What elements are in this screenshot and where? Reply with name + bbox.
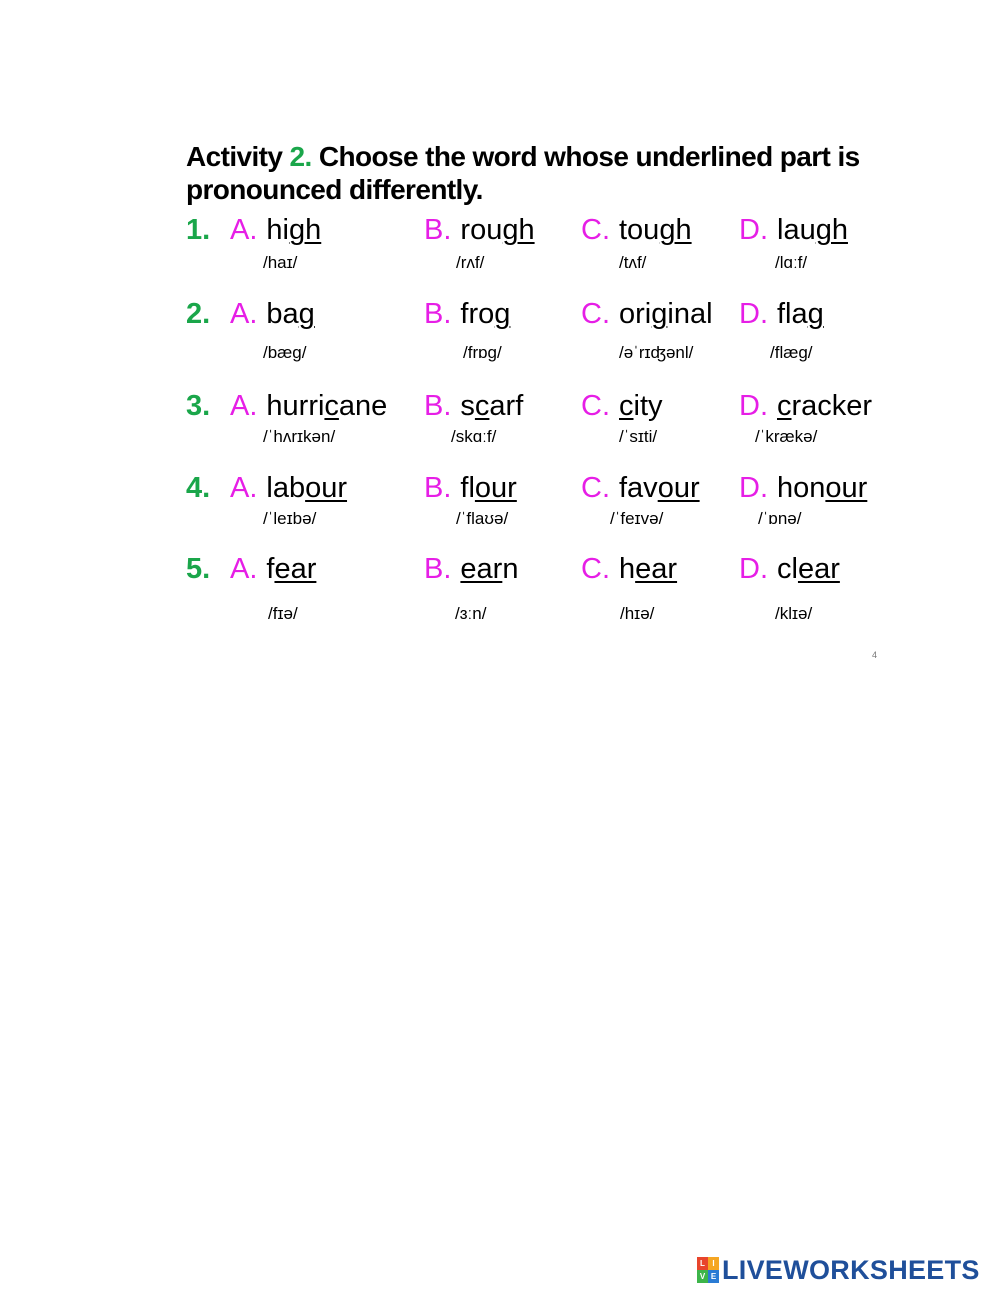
option-word: hear <box>619 553 678 585</box>
underlined-part: g <box>651 298 668 330</box>
option-word: labour <box>266 472 348 504</box>
ipa-3b: /skɑːf/ <box>451 427 497 446</box>
question-number: 2. <box>186 298 211 330</box>
option-letter: A. <box>230 390 258 422</box>
ipa-4d: /ˈɒnə/ <box>758 509 802 528</box>
underlined-part: ear <box>460 553 503 585</box>
question-number: 3. <box>186 390 211 422</box>
ipa-5a: /fɪə/ <box>268 604 298 623</box>
underlined-part: c <box>619 390 634 422</box>
question-5 <box>0 552 1000 632</box>
ipa-1b: /rʌf/ <box>456 253 485 272</box>
option-word: high <box>266 214 322 246</box>
option-word: laugh <box>777 214 848 246</box>
option-word: frog <box>460 298 511 330</box>
liveworksheets-brand[interactable] <box>697 1255 980 1285</box>
underlined-part: c <box>474 390 490 422</box>
ipa-3c: /ˈsɪti/ <box>619 427 658 446</box>
option-word: favour <box>619 472 700 504</box>
underlined-part: g <box>298 298 315 330</box>
option-letter: D. <box>739 298 768 330</box>
option-word: bag <box>266 298 315 330</box>
option-word: honour <box>777 472 868 504</box>
option-word: hurricane <box>266 390 388 422</box>
title-prefix: Activity <box>186 141 290 172</box>
ipa-2b: /frɒg/ <box>463 343 502 362</box>
option-letter: C. <box>581 390 610 422</box>
option-letter: C. <box>581 298 610 330</box>
option-letter: A. <box>230 472 258 504</box>
ipa-4b: /ˈflaʊə/ <box>456 509 509 528</box>
option-word: flour <box>460 472 517 504</box>
option-letter: D. <box>739 472 768 504</box>
underlined-part: gh <box>502 214 535 246</box>
option-letter: B. <box>424 472 452 504</box>
underlined-part: ear <box>635 553 678 585</box>
underlined-part: our <box>825 472 868 504</box>
option-2b[interactable] <box>424 297 510 331</box>
liveworksheets-logo-icon: L I V E <box>697 1257 719 1283</box>
option-3d[interactable] <box>739 389 872 423</box>
ipa-1a: /haɪ/ <box>263 253 298 272</box>
option-5c[interactable] <box>581 552 677 586</box>
option-letter: C. <box>581 553 610 585</box>
underlined-part: our <box>474 472 517 504</box>
page-number: 4 <box>872 650 878 660</box>
question-4 <box>0 471 1000 551</box>
underlined-part: gh <box>815 214 848 246</box>
option-word: fear <box>266 553 317 585</box>
option-letter: B. <box>424 390 452 422</box>
option-3c[interactable] <box>581 389 663 423</box>
option-letter: C. <box>581 214 610 246</box>
option-4c[interactable] <box>581 471 700 505</box>
ipa-4a: /ˈleɪbə/ <box>263 509 317 528</box>
option-2c[interactable] <box>581 297 713 331</box>
question-number: 1. <box>186 214 211 246</box>
option-1b[interactable] <box>424 213 535 247</box>
activity-number: 2. <box>289 141 312 172</box>
option-letter: A. <box>230 553 258 585</box>
option-2a[interactable] <box>230 297 315 331</box>
option-letter: D. <box>739 390 768 422</box>
option-4d[interactable] <box>739 471 867 505</box>
option-4b[interactable] <box>424 471 517 505</box>
option-word: city <box>619 390 663 422</box>
ipa-5d: /klɪə/ <box>775 604 813 623</box>
brand-name: LIVEWORKSHEETS <box>722 1254 980 1285</box>
option-3b[interactable] <box>424 389 523 423</box>
underlined-part: ear <box>274 553 317 585</box>
underlined-part: gh <box>659 214 692 246</box>
underlined-part: c <box>324 390 339 422</box>
ipa-1c: /tʌf/ <box>619 253 647 272</box>
underlined-part: c <box>777 390 792 422</box>
ipa-1d: /lɑːf/ <box>775 253 808 272</box>
option-word: earn <box>460 553 519 585</box>
underlined-part: ear <box>797 553 840 585</box>
activity-title <box>186 140 906 206</box>
underlined-part: g <box>807 298 824 330</box>
option-1d[interactable] <box>739 213 848 247</box>
ipa-4c: /ˈfeɪvə/ <box>610 509 664 528</box>
option-5b[interactable] <box>424 552 518 586</box>
option-5d[interactable] <box>739 552 840 586</box>
option-word: clear <box>777 553 840 585</box>
underlined-part: our <box>305 472 348 504</box>
ipa-5b: /ɜːn/ <box>455 604 487 623</box>
option-word: flag <box>777 298 824 330</box>
ipa-3d: /ˈkrækə/ <box>755 427 818 446</box>
option-letter: D. <box>739 214 768 246</box>
underlined-part: gh <box>288 214 322 246</box>
option-2d[interactable] <box>739 297 824 331</box>
ipa-5c: /hɪə/ <box>620 604 655 623</box>
option-letter: B. <box>424 553 452 585</box>
option-word: cracker <box>777 390 873 422</box>
option-word: rough <box>460 214 535 246</box>
option-1c[interactable] <box>581 213 692 247</box>
option-4a[interactable] <box>230 471 347 505</box>
ipa-2c: /əˈrɪʤənl/ <box>619 343 694 362</box>
option-3a[interactable] <box>230 389 387 423</box>
option-5a[interactable] <box>230 552 316 586</box>
question-2 <box>0 297 1000 377</box>
option-letter: B. <box>424 214 452 246</box>
ipa-3a: /ˈhʌrɪkən/ <box>263 427 336 446</box>
option-word: tough <box>619 214 692 246</box>
question-1 <box>0 213 1000 293</box>
ipa-2a: /bæg/ <box>263 343 307 362</box>
question-number: 5. <box>186 553 211 585</box>
option-word: original <box>619 298 713 330</box>
underlined-part: g <box>494 298 511 330</box>
option-letter: C. <box>581 472 610 504</box>
option-letter: A. <box>230 214 258 246</box>
ipa-2d: /flæg/ <box>770 343 813 362</box>
option-1a[interactable] <box>230 213 321 247</box>
option-letter: B. <box>424 298 452 330</box>
option-word: scarf <box>460 390 524 422</box>
question-number: 4. <box>186 472 211 504</box>
question-3 <box>0 389 1000 469</box>
option-letter: A. <box>230 298 258 330</box>
option-letter: D. <box>739 553 768 585</box>
title-instruction: Choose the word whose underlined part is pronounced differently. <box>186 141 860 205</box>
underlined-part: our <box>657 472 700 504</box>
